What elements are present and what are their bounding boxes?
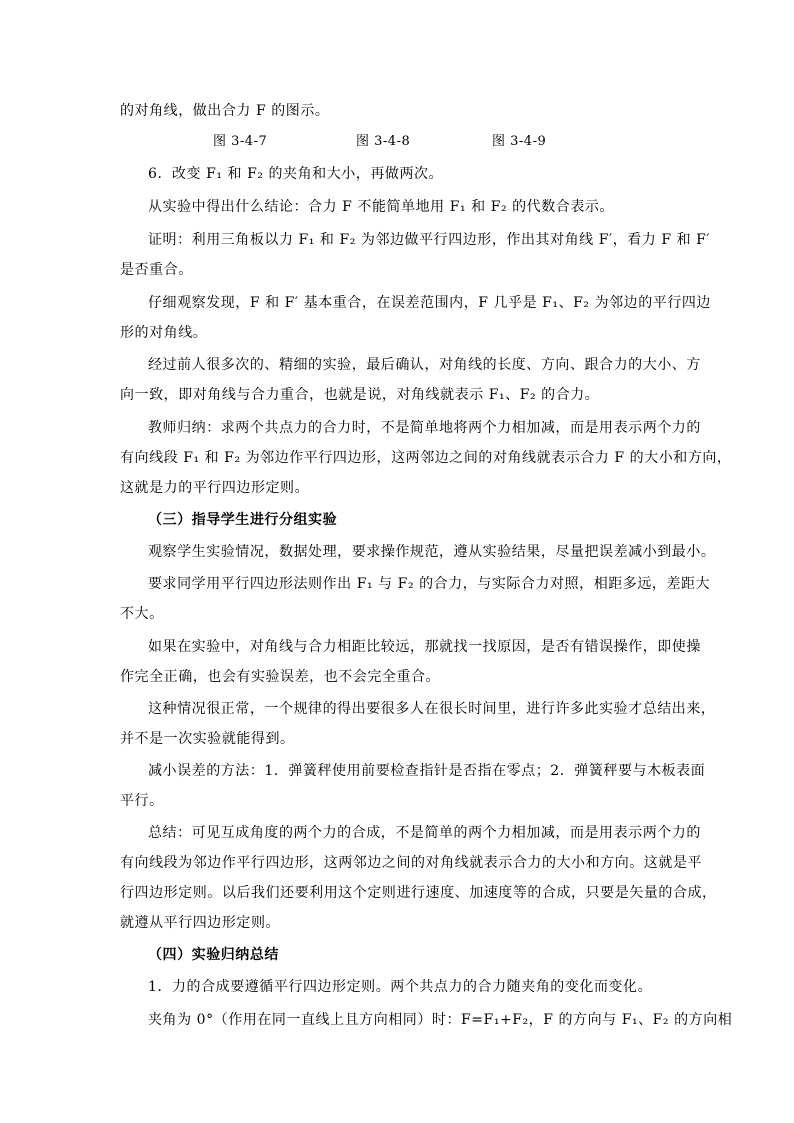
text-line: 仔细观察发现，F 和 F′ 基本重合，在误差范围内，F 几乎是 F₁、F₂ 为邻边的平行四边 [148,295,711,311]
text-line: 要求同学用平行四边形法则作出 F₁ 与 F₂ 的合力，与实际合力对照，相距多远，差距大 [148,576,711,592]
figure-captions [0,132,794,152]
text-line: 从实验中得出什么结论：合力 F 不能简单地用 F₁ 和 F₂ 的代数合表示。 [148,199,614,215]
text-line: 夹角为 0°（作用在同一直线上且方向相同）时：F=F₁+F₂，F 的方向与 F₁、F₂ 的方向相 [148,1012,733,1028]
text-line: 总结：可见互成角度的两个力的合成，不是简单的两个力相加减，而是用表示两个力的 [148,825,701,841]
text-line: 并不是一次实验就能得到。 [120,731,295,747]
text-line: 有向线段为邻边作平行四边形，这两邻边之间的对角线就表示合力的大小和方向。这就是平 [120,855,702,871]
text-line: 这就是力的平行四边形定则。 [120,480,310,496]
text-line: 证明：利用三角板以力 F₁ 和 F₂ 为邻边做平行四边形，作出其对角线 F′，看力 F 和 F′ [148,232,711,248]
text-line: 1．力的合成要遵循平行四边形定则。两个共点力的合力随夹角的变化而变化。 [148,979,653,995]
text-line: 向一致，即对角线与合力重合，也就是说，对角线就表示 F₁、F₂ 的合力。 [120,387,600,403]
text-line: 有向线段 F₁ 和 F₂ 为邻边作平行四边形，这两邻边之间的对角线就表示合力 F 的大小和方向， [120,450,732,466]
section-heading: （三）指导学生进行分组实验 [148,512,338,528]
text-line: 教师归纳：求两个共点力的合力时，不是简单地将两个力相加减，而是用表示两个力的 [148,420,701,436]
text-line: 经过前人很多次的、精细的实验，最后确认，对角线的长度、方向、跟合力的大小、方 [148,357,701,373]
text-line: 如果在实验中，对角线与合力相距比较远，那就找一找原因，是否有错误操作，即使操 [148,639,701,655]
figure-caption: 图 3-4-9 [492,134,547,149]
text-line: 减小误差的方法：1．弹簧秤使用前要检查指针是否指在零点；2．弹簧秤要与木板表面 [148,763,706,779]
text-line: 行四边形定则。以后我们还要利用这个定则进行速度、加速度等的合成，只要是矢量的合成， [120,885,717,901]
text-line: 是否重合。 [120,262,193,278]
section-heading: （四）实验归纳总结 [148,947,279,963]
text-line: 的对角线，做出合力 F 的图示。 [120,103,330,119]
text-line: 这种情况很正常，一个规律的得出要很多人在很长时间里，进行许多此实验才总结出来， [148,701,716,717]
text-line: 平行。 [120,793,164,809]
figure-caption: 图 3-4-7 [213,134,268,149]
text-line: 作完全正确，也会有实验误差，也不会完全重合。 [120,669,441,685]
text-line: 不大。 [120,606,164,622]
figure-caption: 图 3-4-8 [356,134,411,149]
text-line: 形的对角线。 [120,325,208,341]
text-line: 6．改变 F₁ 和 F₂ 的夹角和大小，再做两次。 [148,166,444,182]
text-line: 观察学生实验情况，数据处理，要求操作规范，遵从实验结果，尽量把误差减小到最小。 [148,544,716,560]
text-line: 就遵从平行四边形定则。 [120,915,281,931]
